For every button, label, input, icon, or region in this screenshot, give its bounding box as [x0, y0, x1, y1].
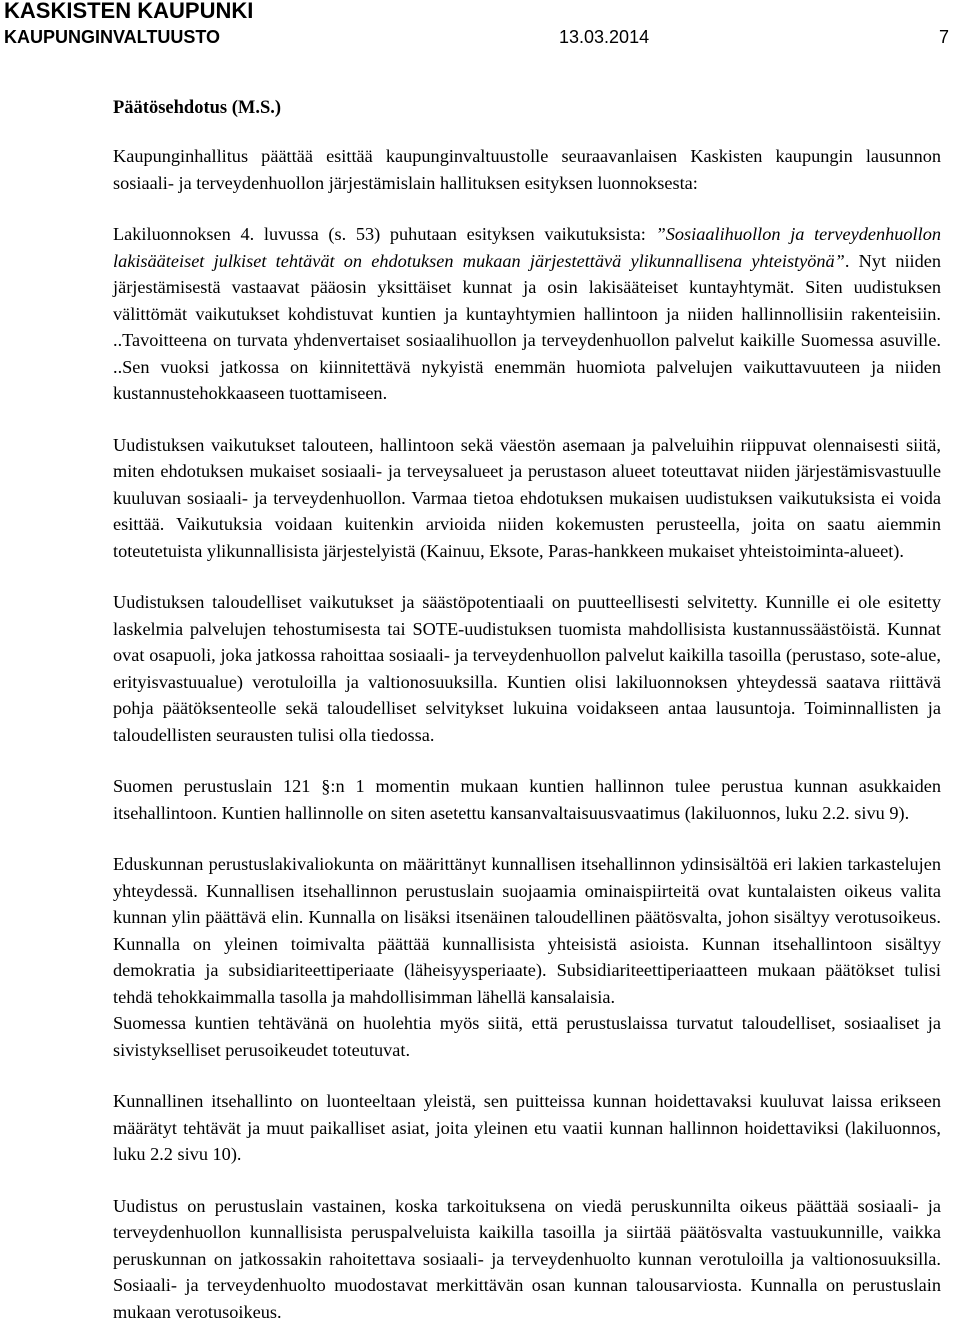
header-line: [4, 25, 950, 49]
paragraph-chapter-4-intro: Lakiluonnoksen 4. luvussa (s. 53) puhutaan esityksen vaikutuksista:: [113, 224, 656, 244]
paragraph-constitution-121: Suomen perustuslain 121 §:n 1 momentin mukaan kuntien hallinnon tulee perustua kunnan asukkaiden itsehallintoon. Kuntien hallinnolle on siten asetettu kansanvaltaisuusvaatimus (lakiluonnos, luku 2.2. sivu 9).: [113, 773, 941, 826]
paragraph-unconstitutional: Uudistus on perustuslain vastainen, koska tarkoituksena on viedä peruskunnilta oikeus päättää sosiaali- ja terveydenhuollon kunnallisista peruspalveluista kaikilla tasoilla ja siirtää päätösvalta vastuukunnille, vaikka peruskunnan on jatkossakin rahoitettava sosiaali- ja terveydenhuolto kunnan verotuloilla ja valtionosuuksilla. Sosiaali- ja terveydenhuolto muodostavat merkittävän osan kunnan talousarviosta. Kunnalla on perustuslain mukaan verotusoikeus.: [113, 1193, 941, 1325]
page-number: 7: [939, 25, 949, 49]
quoted-text: ”Sosiaalihuollon ja terveydenhuollon lakisääteiset julkiset tehtävät on ehdotuksen mukaan järjestettävä ylikunnallisena yhteistyönä”: [113, 224, 941, 271]
section-heading: Päätösehdotus (M.S.): [113, 95, 281, 121]
paragraph-self-government: Kunnallinen itsehallinto on luonteeltaan yleistä, sen puitteissa kunnan hoidettavaksi kuuluvat laissa erikseen määrätyt tehtävät ja muut paikalliset asiat, joita yleinen etu vaatii kunnan hallinnon hoidettaviksi (lakiluonnos, luku 2.2 sivu 10).: [113, 1088, 941, 1168]
paragraph-chapter-4: [113, 221, 941, 407]
paragraph-effects: Uudistuksen vaikutukset talouteen, hallintoon sekä väestön asemaan ja palveluihin riippuvat olennaisesti siitä, miten ehdotuksen mukaiset sosiaali- ja terveysalueet ja perustason alueet toteuttavat niiden järjestämisvastuulle kuuluvan sosiaali- ja terveydenhuollon. Varmaa tietoa ehdotuksen mukaisen uudistuksen vaikutuksista ei voida esittää. Vaikutuksia voidaan kuitenkin arvioida niiden kokemusten perusteella, joita on saatu aiemmin toteutetuista ylikunnallisista järjestelyistä (Kainuu, Eksote, Paras-hankkeen mukaiset yhteistoiminta-alueet).: [113, 432, 941, 565]
document-body: [113, 143, 941, 1325]
paragraph-economic-effects: Uudistuksen taloudelliset vaikutukset ja säästöpotentiaali on puutteellisesti selvitetty. Kunnille ei ole esitetty laskelmia palvelujen tehostumisesta tai SOTE-uudistuksen tuomista mahdollisista kustannussäästöistä. Kunnat ovat osapuoli, joka jatkossa rahoittaa sosiaali- ja terveydenhuollon palvelut kaikilla tasoilla (perustaso, sote-alue, erityisvastuualue) verotuloilla ja valtionosuuksilla. Kuntien olisi lakiluonnoksen yhteydessä saatava riittävä pohja päätöksenteolle sekä taloudelliset selvitykset lukuina voidakseen antaa lausuntoja. Toiminnallisten ja taloudellisten seurausten tulisi olla tiedossa.: [113, 589, 941, 748]
paragraph-municipal-duties: Suomessa kuntien tehtävänä on huolehtia myös siitä, että perustuslaissa turvatut taloudelliset, sosiaaliset ja sivistykselliset perusoikeudet toteutuvat.: [113, 1010, 941, 1063]
paragraph-constitutional-committee: Eduskunnan perustuslakivaliokunta on määrittänyt kunnallisen itsehallinnon ydinsisältöä eri lakien tarkastelujen yhteydessä. Kunnallisen itsehallinnon perustuslain suojaamia ominaispiirteitä ovat kuntalaisten oikeus valita kunnan ylin päättävä elin. Kunnalla on lisäksi itsenäinen taloudellinen päätösvalta, johon sisältyy verotusoikeus. Kunnalla on yleinen toimivalta päättää kunnallisista yhteisistä asioista. Kunnan itsehallintoon sisältyy demokratia ja subsidiariteettiperiaate (läheisyysperiaate). Subsidiariteettiperiaatteen mukaan päätökset tulisi tehdä tehokkaimmalla tasolla ja mahdollisimman lähellä kansalaisia.: [113, 851, 941, 1010]
document-date: 13.03.2014: [559, 25, 649, 49]
organization-name: KASKISTEN KAUPUNKI: [4, 0, 253, 24]
paragraph-proposal: Kaupunginhallitus päättää esittää kaupunginvaltuustolle seuraavanlaisen Kaskisten kaupungin lausunnon sosiaali- ja terveydenhuollon järjestämislain hallituksen esityksen luonnoksesta:: [113, 143, 941, 196]
paragraph-chapter-4-rest: . Nyt niiden järjestämisestä vastaavat pääosin yksittäiset kunnat ja osin lakisääteiset kuntayhtymät. Siten uudistuksen välittömät vaikutukset kohdistuvat kuntien ja kuntayhtymien hallintoon ja niiden hallinnollisiin rakenteisiin. ..Tavoitteena on turvata yhdenvertaiset sosiaalihuollon ja terveydenhuollon palvelut kaikille Suomessa asuville. ..Sen vuoksi jatkossa on kiinnitettävä nykyistä enemmän huomiota palvelujen vaikuttavuuteen ja niiden kustannustehokkaaseen tuottamiseen.: [113, 251, 941, 404]
department-name: KAUPUNGINVALTUUSTO: [4, 25, 220, 49]
